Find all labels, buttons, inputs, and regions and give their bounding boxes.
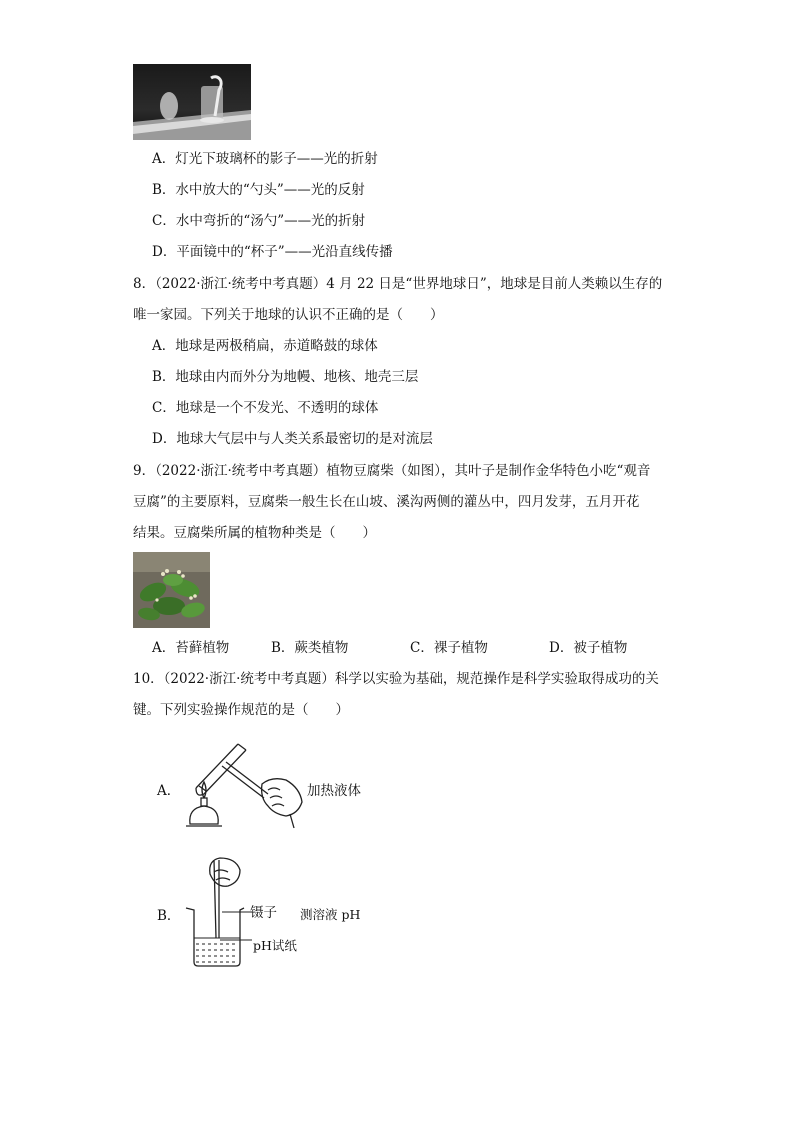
q8-option-b: B．地球由内而外分为地幔、地核、地壳三层 [152,369,419,385]
q10-option-a-letter: A． [157,783,181,799]
q7-option-a: A．灯光下玻璃杯的影子——光的折射 [152,151,378,167]
heating-liquid-diagram [182,736,308,832]
q10-option-b-letter: B． [157,908,181,924]
q10-option-b-caption: 测溶液 pH [300,907,361,922]
q9-stem-line2: 豆腐”的主要原料，豆腐柴一般生长在山坡、溪沟两侧的灌丛中，四月发芽，五月开花 [133,494,640,510]
q10-label-tweezers: 镊子 [250,905,277,921]
q10-label-ph-paper: pH试纸 [253,938,297,953]
q10-option-a-caption: 加热液体 [307,783,361,799]
q9-option-b: B．蕨类植物 [271,640,349,656]
q7-option-b: B．水中放大的“勺头”——光的反射 [152,182,365,198]
q8-stem-line2: 唯一家园。下列关于地球的认识不正确的是（ ） [133,307,444,323]
q8-stem-line1: 8．（2022·浙江·统考中考真题）4 月 22 日是“世界地球日”，地球是目前人类赖以生存的 [133,276,663,292]
plant-photo [133,552,210,628]
q9-stem-line1: 9．（2022·浙江·统考中考真题）植物豆腐柴（如图），其叶子是制作金华特色小吃“观音 [133,463,651,479]
q9-stem-line3: 结果。豆腐柴所属的植物种类是（ ） [133,525,376,541]
q9-option-a: A．苔藓植物 [152,640,230,656]
q10-stem-line1: 10．（2022·浙江·统考中考真题）科学以实验为基础，规范操作是科学实验取得成功的关 [133,671,659,687]
q10-stem-line2: 键。下列实验操作规范的是（ ） [133,702,349,718]
q9-option-c: C．裸子植物 [410,640,488,656]
q8-option-c: C．地球是一个不发光、不透明的球体 [152,400,379,416]
glass-cup-photo [133,64,251,140]
q9-option-d: D．被子植物 [549,640,628,656]
q7-option-c: C．水中弯折的“汤勺”——光的折射 [152,213,366,229]
measure-ph-diagram [180,852,260,970]
q8-option-a: A．地球是两极稍扁，赤道略鼓的球体 [152,338,378,354]
q7-option-d: D．平面镜中的“杯子”——光沿直线传播 [152,244,393,260]
q8-option-d: D．地球大气层中与人类关系最密切的是对流层 [152,431,433,447]
